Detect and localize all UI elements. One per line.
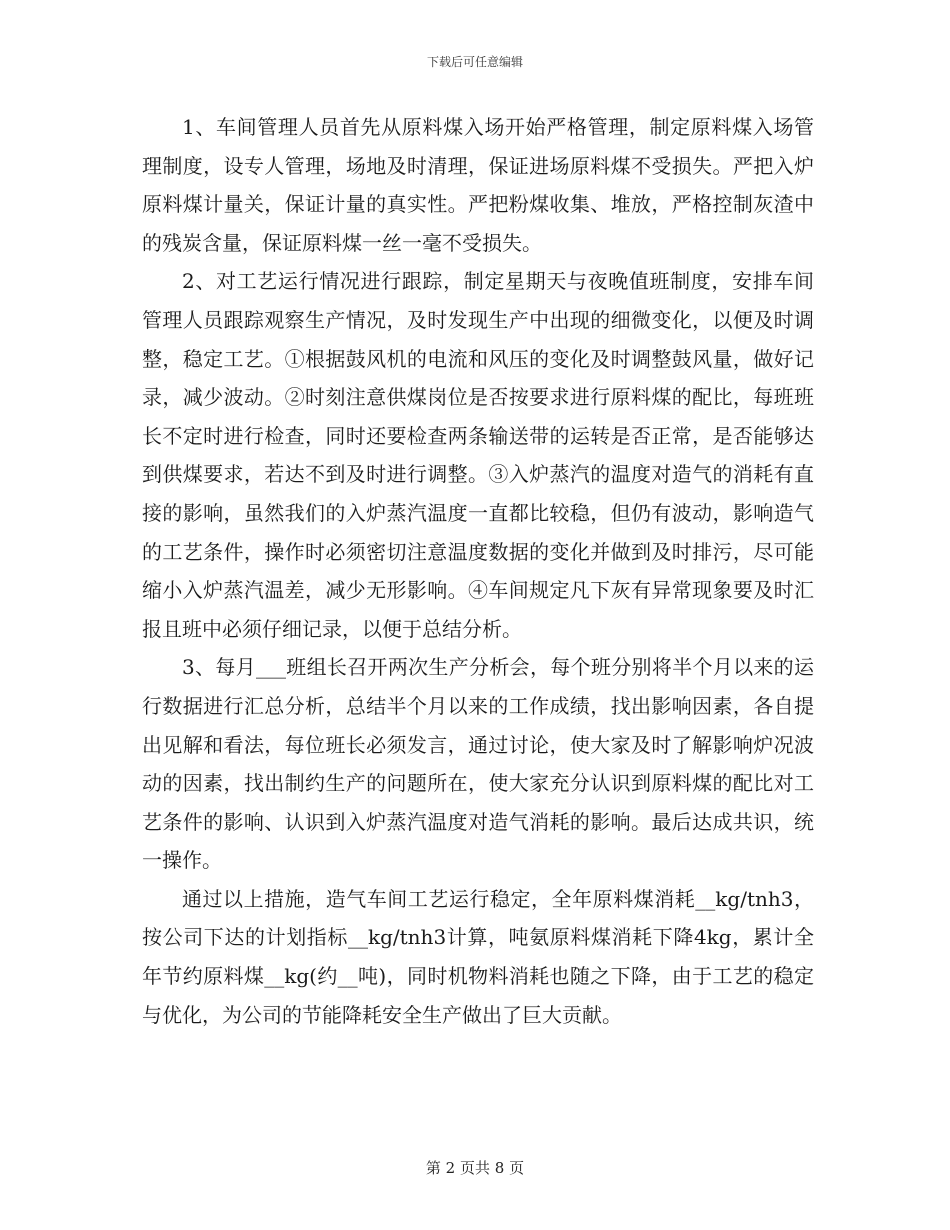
page-header: 下载后可任意编辑 xyxy=(426,55,523,69)
paragraph-1: 1、车间管理人员首先从原料煤入场开始严格管理，制定原料煤入场管理制度，设专人管理，场地及时清理，保证进场原料煤不受损失。严把入炉原料煤计量关，保证计量的真实性。严把粉煤收集、堆放，严格控制灰渣中的残炭含量，保证原料煤一丝一毫不受损失。 xyxy=(142,115,814,255)
paragraph-3: 3、每月___班组长召开两次生产分析会，每个班分别将半个月以来的运行数据进行汇总分析，总结半个月以来的工作成绩，找出影响因素，各自提出见解和看法，每位班长必须发言，通过讨论，使大家及时了解影响炉况波动的因素，找出制约生产的问题所在，使大家充分认识到原料煤的配比对工艺条件的影响、认识到入炉蒸汽温度对造气消耗的影响。最后达成共识，统一操作。 xyxy=(142,655,814,873)
page-number-footer: 第 2 页共 8 页 xyxy=(425,1159,525,1177)
paragraph-4: 通过以上措施，造气车间工艺运行稳定，全年原料煤消耗__kg/tnh3，按公司下达的计划指标__kg/tnh3计算，吨氨原料煤消耗下降4kg，累计全年节约原料煤__kg(约__吨)，同时机物料消耗也随之下降，由于工艺的稳定与优化，为公司的节能降耗安全生产做出了巨大贡献。 xyxy=(142,886,814,1027)
paragraph-2: 2、对工艺运行情况进行跟踪，制定星期天与夜晚值班制度，安排车间管理人员跟踪观察生产情况，及时发现生产中出现的细微变化，以便及时调整，稳定工艺。①根据鼓风机的电流和风压的变化及时调整鼓风量，做好记录，减少波动。②时刻注意供煤岗位是否按要求进行原料煤的配比，每班班长不定时进行检查，同时还要检查两条输送带的运转是否正常，是否能够达到供煤要求，若达不到及时进行调整。③入炉蒸汽的温度对造气的消耗有直接的影响，虽然我们的入炉蒸汽温度一直都比较稳，但仍有波动，影响造气的工艺条件，操作时必须密切注意温度数据的变化并做到及时排污，尽可能缩小入炉蒸汽温差，减少无形影响。④车间规定凡下灰有异常现象要及时汇报且班中必须仔细记录，以便于总结分析。 xyxy=(142,269,814,641)
document-body xyxy=(142,108,814,1034)
